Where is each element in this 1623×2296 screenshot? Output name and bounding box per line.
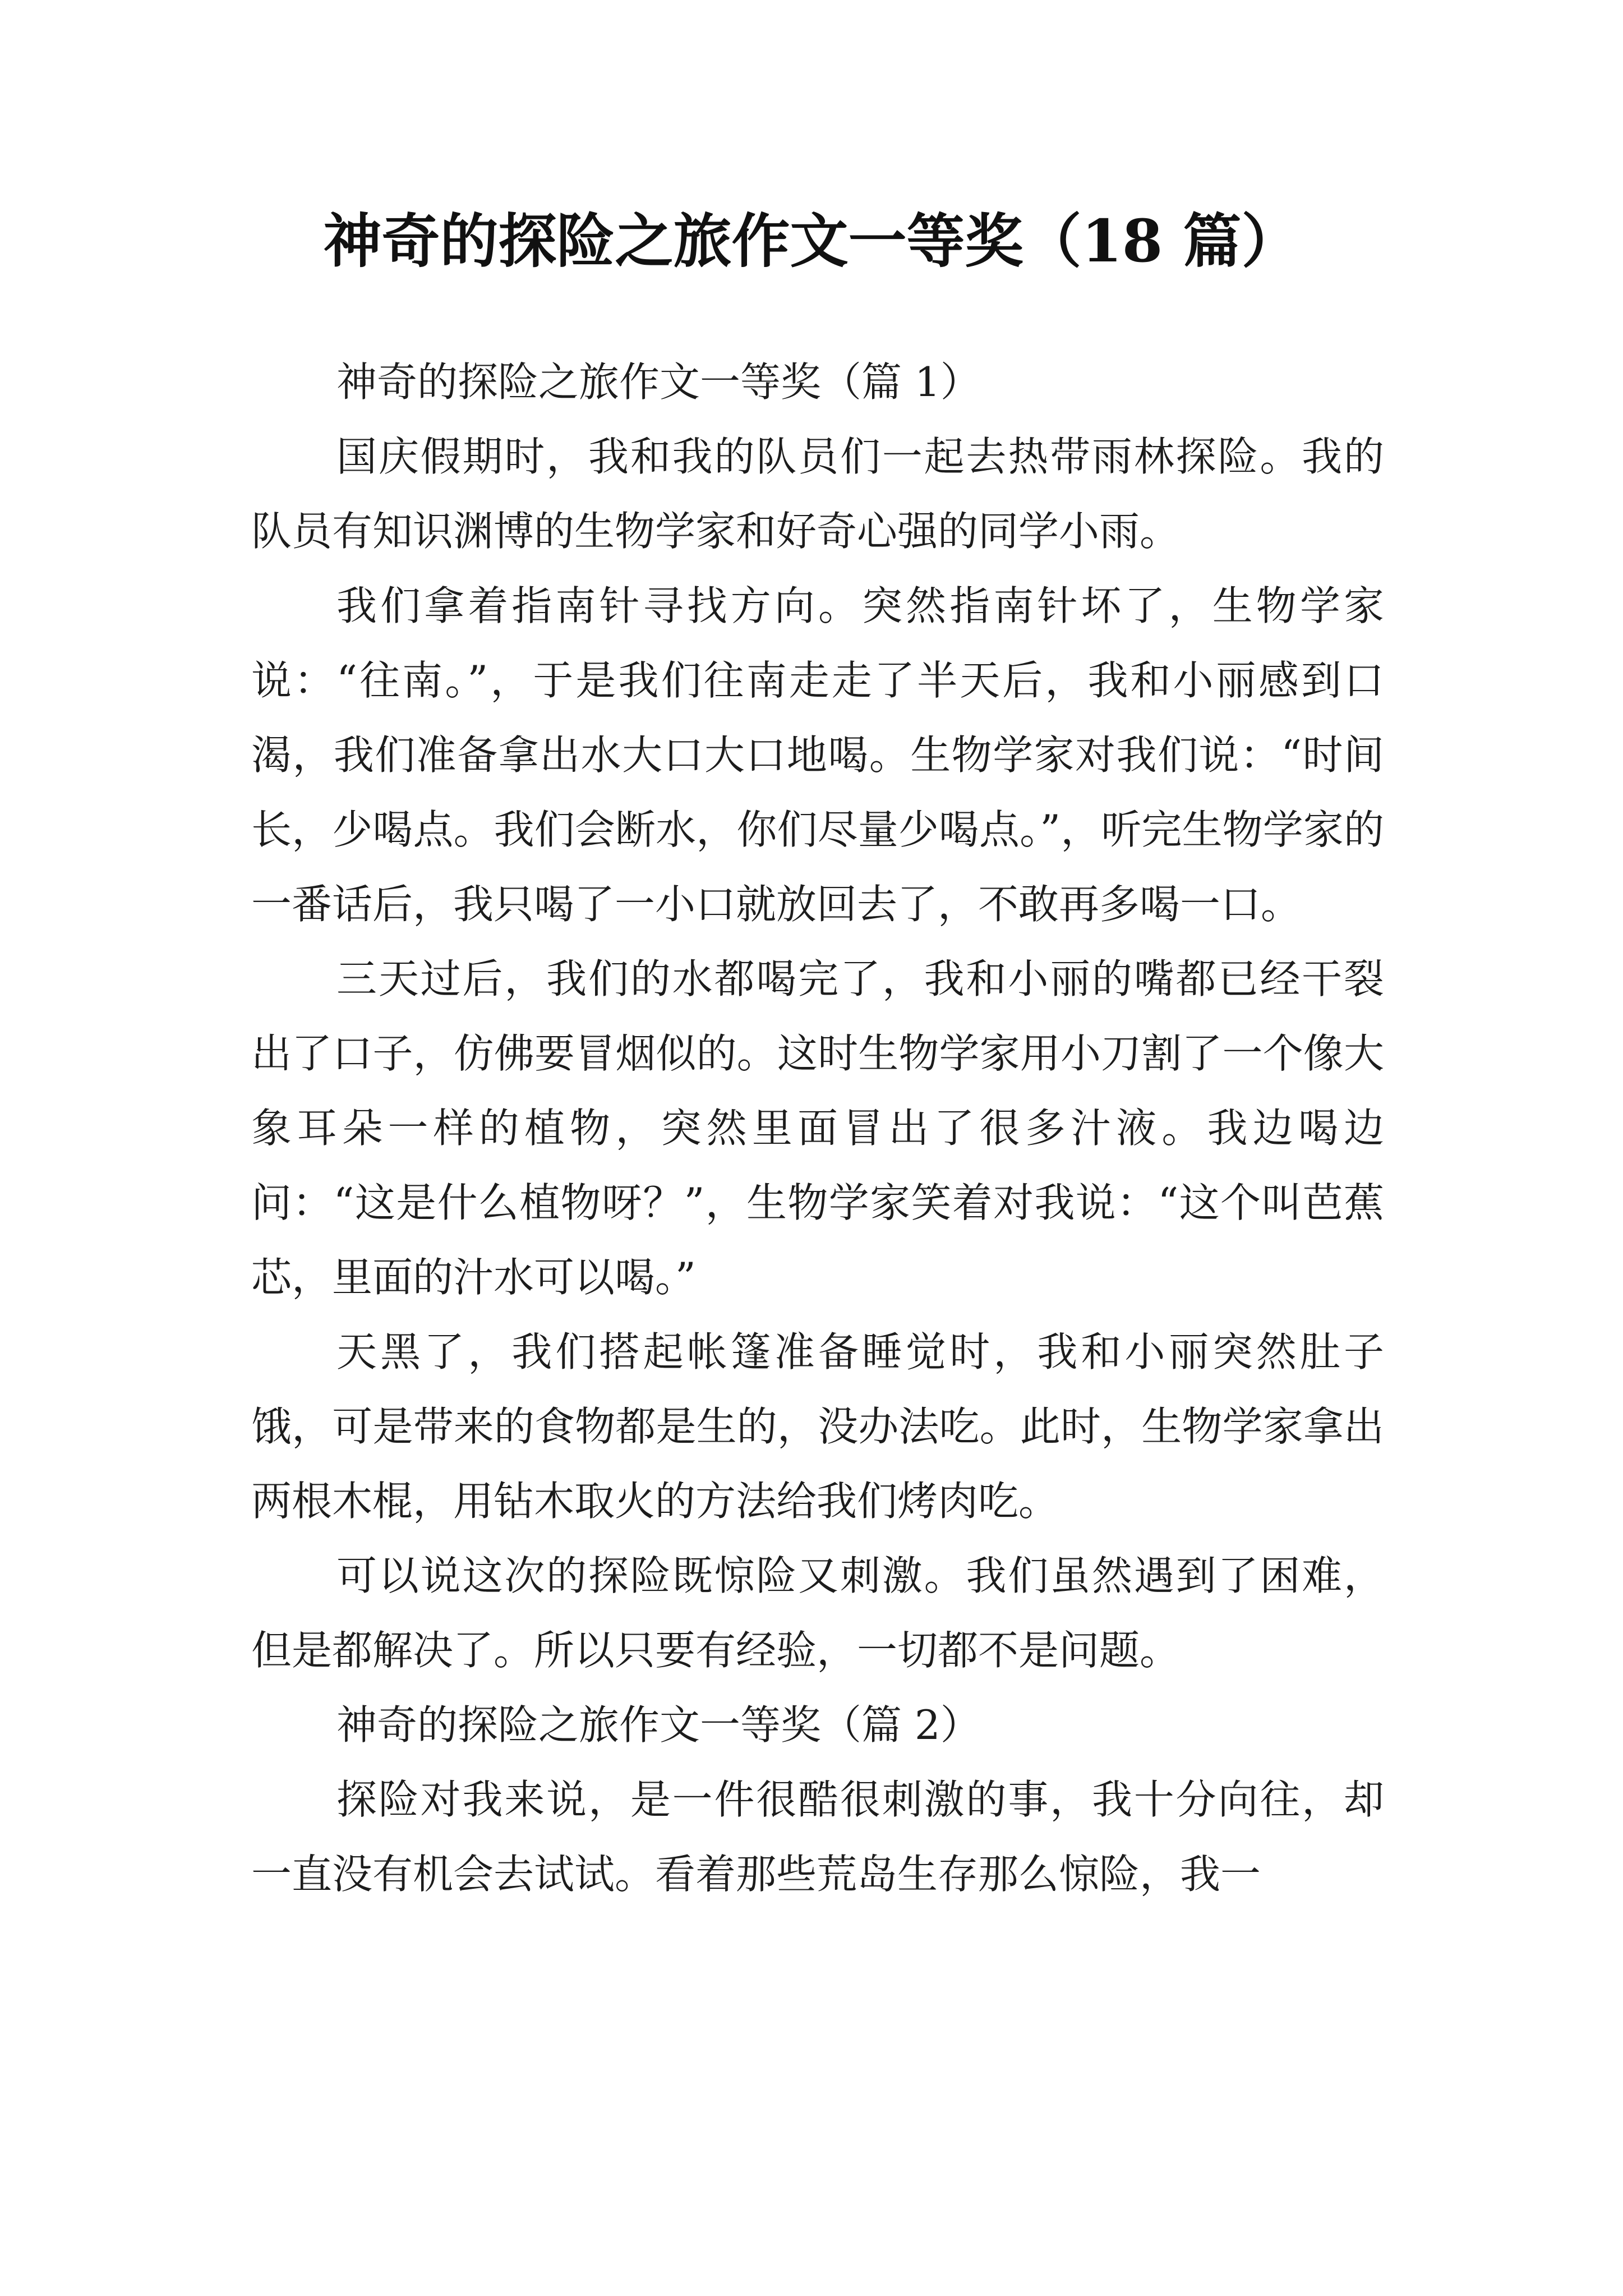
paragraph: 国庆假期时，我和我的队员们一起去热带雨林探险。我的队员有知识渊博的生物学家和好奇心强的同学小雨。	[251, 433, 1384, 555]
section-heading-2: 神奇的探险之旅作文一等奖（篇 2）	[336, 1701, 981, 1749]
paragraph: 三天过后，我们的水都喝完了，我和小丽的嘴都已经干裂出了口子，仿佛要冒烟似的。这时生物学家用小刀割了一个像大象耳朵一样的植物，突然里面冒出了很多汁液。我边喝边问：“这是什么植物呀？”，生物学家笑着对我说：“这个叫芭蕉芯，里面的汁水可以喝。”	[251, 955, 1384, 1301]
paragraph: 我们拿着指南针寻找方向。突然指南针坏了，生物学家说：“往南。”，于是我们往南走走了半天后，我和小丽感到口渴，我们准备拿出水大口大口地喝。生物学家对我们说：“时间长，少喝点。我们会断水，你们尽量少喝点。”，听完生物学家的一番话后，我只喝了一小口就放回去了，不敢再多喝一口。	[251, 582, 1384, 928]
section-heading-1: 神奇的探险之旅作文一等奖（篇 1）	[336, 358, 981, 406]
document-title: 神奇的探险之旅作文一等奖（18 篇）	[323, 206, 1300, 275]
paragraph: 探险对我来说，是一件很酷很刺激的事，我十分向往，却一直没有机会去试试。看着那些荒岛生存那么惊险，我一	[251, 1776, 1384, 1898]
paragraph: 天黑了，我们搭起帐篷准备睡觉时，我和小丽突然肚子饿，可是带来的食物都是生的，没办法吃。此时，生物学家拿出两根木棍，用钻木取火的方法给我们烤肉吃。	[251, 1328, 1384, 1525]
paragraph: 可以说这次的探险既惊险又刺激。我们虽然遇到了困难，但是都解决了。所以只要有经验，一切都不是问题。	[251, 1552, 1384, 1674]
document-body	[251, 345, 1384, 1912]
